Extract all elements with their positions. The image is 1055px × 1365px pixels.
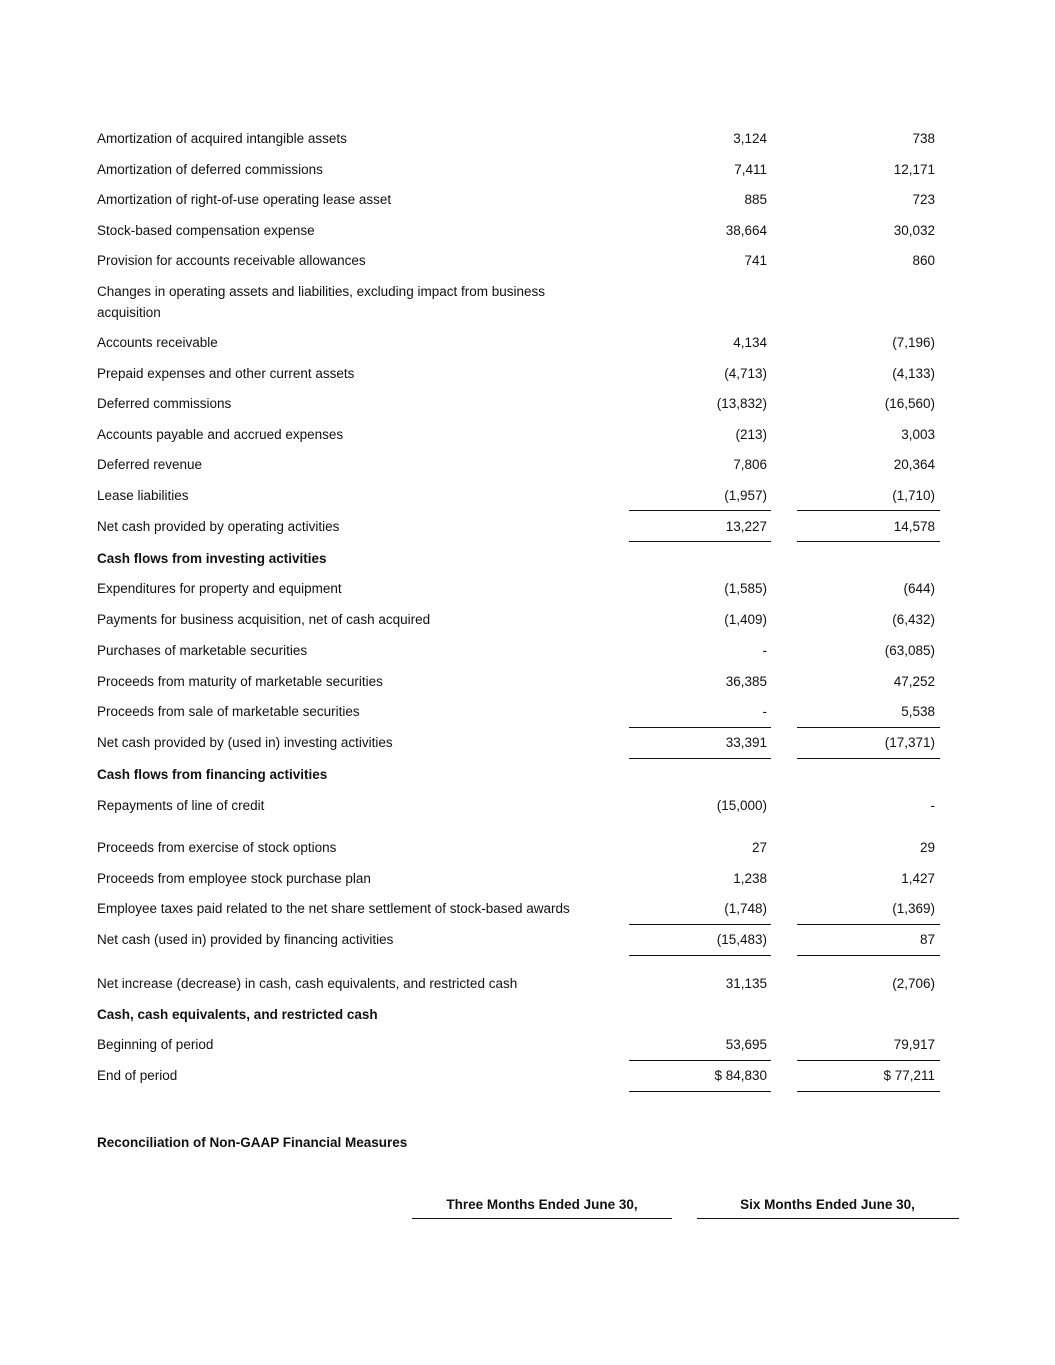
table-row <box>0 609 1055 631</box>
table-row <box>0 393 1055 415</box>
value-col-2: 12,171 <box>893 162 935 177</box>
row-label: Stock-based compensation expense <box>97 223 315 238</box>
table-row <box>0 159 1055 181</box>
value-col-2: 29 <box>919 840 935 855</box>
row-label: Expenditures for property and equipment <box>97 581 342 596</box>
value-col-2: (4,133) <box>892 366 935 381</box>
row-label: Cash flows from financing activities <box>97 767 328 782</box>
value-col-1: (1,585) <box>724 581 767 596</box>
total-rule <box>797 955 940 956</box>
table-row <box>0 128 1055 150</box>
row-label: Net cash (used in) provided by financing activities <box>97 932 394 947</box>
value-col-2: (17,371) <box>884 735 935 750</box>
total-rule <box>629 955 771 956</box>
value-col-1: 31,135 <box>725 976 767 991</box>
total-rule <box>797 758 940 759</box>
value-col-2: 87 <box>919 932 935 947</box>
value-col-1: (4,713) <box>724 366 767 381</box>
table-row <box>0 363 1055 385</box>
row-label: Proceeds from employee stock purchase plan <box>97 871 371 886</box>
row-label: Net increase (decrease) in cash, cash equivalents, and restricted cash <box>97 976 518 991</box>
table-row <box>0 640 1055 662</box>
six-months-header: Six Months Ended June 30, <box>740 1197 915 1212</box>
value-col-1: $ 84,830 <box>714 1068 767 1083</box>
row-label: Deferred commissions <box>97 396 232 411</box>
table-row <box>0 837 1055 859</box>
value-col-2: (16,560) <box>884 396 935 411</box>
table-row <box>0 929 1055 951</box>
value-col-1: 7,806 <box>733 457 767 472</box>
table-row <box>0 1034 1055 1056</box>
row-label: Payments for business acquisition, net of cash acquired <box>97 612 431 627</box>
row-label: Beginning of period <box>97 1037 214 1052</box>
row-label: Deferred revenue <box>97 457 203 472</box>
total-rule <box>797 1091 940 1092</box>
subtotal-rule <box>797 1060 940 1061</box>
row-label: Accounts receivable <box>97 335 218 350</box>
value-col-2: 47,252 <box>893 674 935 689</box>
value-col-2: - <box>930 798 935 813</box>
value-col-2: (7,196) <box>892 335 935 350</box>
value-col-1: 741 <box>744 253 767 268</box>
reconciliation-title <box>0 1132 1055 1154</box>
value-col-2: (63,085) <box>884 643 935 658</box>
table-row <box>0 516 1055 538</box>
value-col-1: 13,227 <box>725 519 767 534</box>
table-row <box>0 795 1055 817</box>
value-col-1: 53,695 <box>725 1037 767 1052</box>
row-label: Purchases of marketable securities <box>97 643 308 658</box>
value-col-1: 36,385 <box>725 674 767 689</box>
total-rule <box>797 541 940 542</box>
row-label: Proceeds from maturity of marketable securities <box>97 674 383 689</box>
subtotal-rule <box>629 510 771 511</box>
table-row <box>0 281 1055 323</box>
row-label: Net cash provided by (used in) investing activities <box>97 735 393 750</box>
value-col-1: - <box>762 643 767 658</box>
subtotal-rule <box>629 727 771 728</box>
value-col-1: (1,409) <box>724 612 767 627</box>
row-label: Net cash provided by operating activities <box>97 519 340 534</box>
value-col-1: (1,957) <box>724 488 767 503</box>
row-label: Amortization of acquired intangible assets <box>97 131 347 146</box>
table-row <box>0 485 1055 507</box>
value-col-1: 33,391 <box>725 735 767 750</box>
value-col-1: 7,411 <box>734 162 767 177</box>
value-col-1: 38,664 <box>725 223 767 238</box>
value-col-2: (1,369) <box>892 901 935 916</box>
subtotal-rule <box>797 510 940 511</box>
row-label: Proceeds from sale of marketable securities <box>97 704 360 719</box>
row-label: Employee taxes paid related to the net share settlement of stock-based awards <box>97 901 570 916</box>
table-row <box>0 189 1055 211</box>
value-col-1: 27 <box>751 840 767 855</box>
value-col-1: (1,748) <box>724 901 767 916</box>
value-col-1: 1,238 <box>733 871 767 886</box>
table-row <box>0 973 1055 995</box>
value-col-2: (6,432) <box>892 612 935 627</box>
value-col-2: 738 <box>912 131 935 146</box>
row-label: Cash, cash equivalents, and restricted cash <box>97 1007 378 1022</box>
table-row <box>0 454 1055 476</box>
table-row <box>0 732 1055 754</box>
subtotal-rule <box>629 1060 771 1061</box>
table-row <box>0 578 1055 600</box>
table-row <box>0 1065 1055 1087</box>
row-label: Amortization of deferred commissions <box>97 162 323 177</box>
table-row <box>0 424 1055 446</box>
row-label: Amortization of right-of-use operating lease asset <box>97 192 392 207</box>
value-col-2: (2,706) <box>892 976 935 991</box>
value-col-1: - <box>762 704 767 719</box>
value-col-2: (1,710) <box>892 488 935 503</box>
row-label: Lease liabilities <box>97 488 189 503</box>
value-col-2: (644) <box>903 581 935 596</box>
table-row <box>0 898 1055 920</box>
subtotal-rule <box>629 924 771 925</box>
total-rule <box>629 541 771 542</box>
subtotal-rule <box>797 727 940 728</box>
header-rule <box>697 1218 959 1219</box>
value-col-2: 5,538 <box>901 704 935 719</box>
value-col-2: $ 77,211 <box>883 1068 935 1083</box>
value-col-1: 4,134 <box>733 335 767 350</box>
row-label: Proceeds from exercise of stock options <box>97 840 337 855</box>
value-col-2: 1,427 <box>901 871 935 886</box>
row-label: Provision for accounts receivable allowances <box>97 253 366 268</box>
value-col-2: 860 <box>912 253 935 268</box>
value-col-1: (213) <box>735 427 767 442</box>
section-title: Reconciliation of Non-GAAP Financial Measures <box>97 1135 408 1150</box>
total-rule <box>629 758 771 759</box>
row-label: Prepaid expenses and other current assets <box>97 366 355 381</box>
section-heading <box>0 1004 1055 1026</box>
table-row <box>0 332 1055 354</box>
value-col-1: (13,832) <box>716 396 767 411</box>
table-row <box>0 671 1055 693</box>
value-col-2: 30,032 <box>893 223 935 238</box>
table-row <box>0 220 1055 242</box>
table-row <box>0 250 1055 272</box>
value-col-2: 79,917 <box>893 1037 935 1052</box>
table-row <box>0 701 1055 723</box>
value-col-2: 14,578 <box>893 519 935 534</box>
row-label: End of period <box>97 1068 178 1083</box>
value-col-1: (15,000) <box>716 798 767 813</box>
row-label: Changes in operating assets and liabilities, excluding impact from business acquisition <box>97 284 545 320</box>
row-label: Accounts payable and accrued expenses <box>97 427 344 442</box>
section-heading <box>0 548 1055 570</box>
value-col-2: 20,364 <box>893 457 935 472</box>
table-row <box>0 868 1055 890</box>
three-months-header: Three Months Ended June 30, <box>446 1197 638 1212</box>
header-rule <box>412 1218 672 1219</box>
row-label: Repayments of line of credit <box>97 798 265 813</box>
subtotal-rule <box>797 924 940 925</box>
total-rule <box>629 1091 771 1092</box>
value-col-1: 3,124 <box>733 131 767 146</box>
section-heading <box>0 764 1055 786</box>
row-label: Cash flows from investing activities <box>97 551 327 566</box>
value-col-1: (15,483) <box>716 932 767 947</box>
value-col-2: 723 <box>912 192 935 207</box>
value-col-2: 3,003 <box>901 427 935 442</box>
value-col-1: 885 <box>744 192 767 207</box>
